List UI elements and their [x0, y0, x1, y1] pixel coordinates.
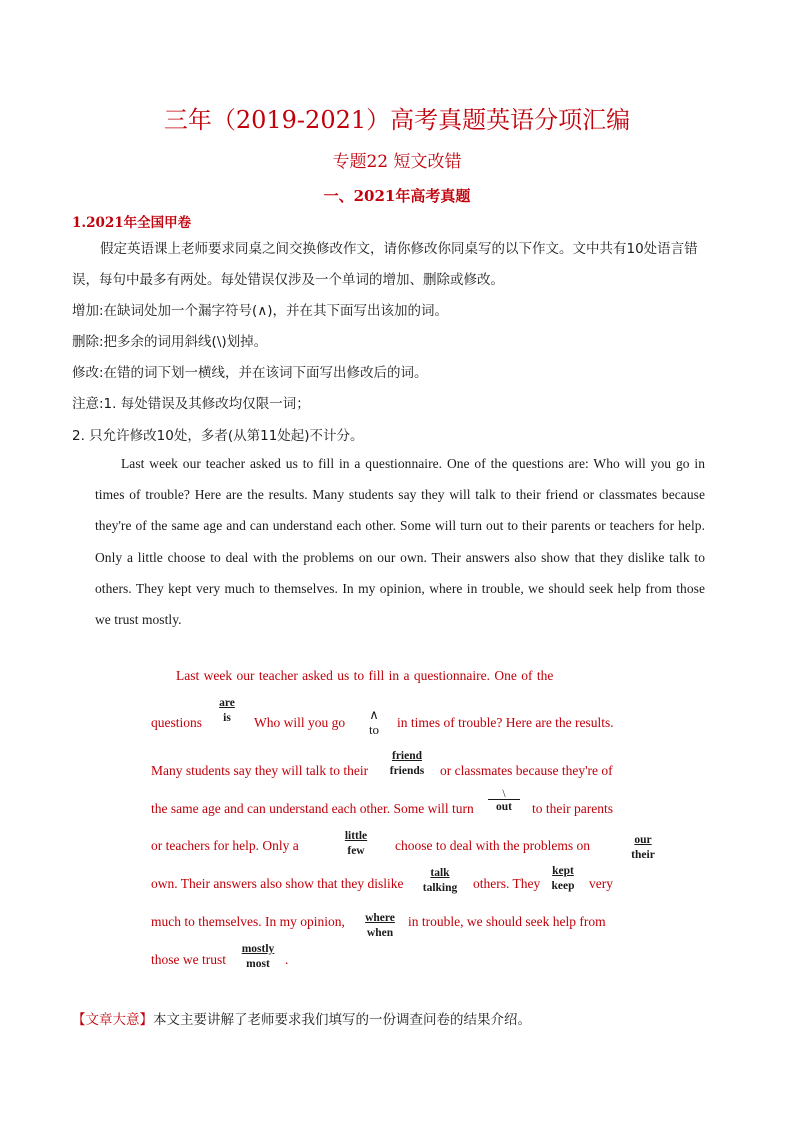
correction-5: little few: [344, 830, 368, 857]
answer-line-7b: in trouble, we should seek help from: [408, 914, 606, 929]
answer-line-8a: those we trust: [151, 952, 226, 967]
section-heading: 一、2021年高考真题: [323, 187, 471, 205]
answer-line-1: Last week our teacher asked us to fill in a questionnaire. One of the: [176, 668, 554, 683]
instruction-note-1: 注意:1. 每处错误及其修改均仅限一词；: [72, 396, 310, 412]
instruction-add: 增加:在缺词处加一个漏字符号(∧)，并在其下面写出该加的词。: [72, 303, 448, 319]
answer-line-2b: Who will you go: [254, 715, 346, 730]
essay-text: Last week our teacher asked us to fill in a questionnaire. One of the questions are: Who will you go in times of trouble? Here are the results. Many students say they will talk to their friend or classmates because they're of the same age and can understand each other. Some will turn out to their parents or teachers for help. Only a little choose to deal with the problems on our own. Their answers also show that they dislike talk to others. They kept very much to themselves. In my opinion, where in trouble, we should seek help from those we trust mostly.: [95, 456, 705, 628]
article-summary: 【文章大意】本文主要讲解了老师要求我们填写的一份调查问卷的结果介绍。: [72, 1012, 531, 1028]
correction-3: friend friends: [389, 750, 425, 777]
page-title: 三年（2019-2021）高考真题英语分项汇编: [163, 106, 631, 134]
answer-line-8b: .: [285, 952, 289, 967]
correction-9: where when: [365, 912, 395, 939]
answer-line-6c: very: [589, 876, 613, 891]
answer-line-3a: Many students say they will talk to their: [151, 763, 369, 778]
correction-7: talk talking: [422, 867, 458, 894]
instruction-modify: 修改:在错的词下划一横线，并在该词下面写出修改后的词。: [72, 365, 428, 381]
answer-line-5b: choose to deal with the problems on: [395, 838, 590, 853]
correction-10: mostly most: [241, 943, 275, 970]
instruction-line-1: 假定英语课上老师要求同桌之间交换修改作文，请你修改你同桌写的以下作文。文中共有10处语言错: [100, 241, 698, 257]
answer-line-2a: questions: [151, 715, 203, 730]
answer-line-4b: to their parents: [532, 801, 613, 816]
correction-8: kept keep: [551, 865, 575, 892]
correction-4: \ out: [488, 787, 520, 815]
question-label: 1.2021年全国甲卷: [72, 215, 192, 231]
answer-line-4a: the same age and can understand each other. Some will turn: [151, 801, 474, 816]
answer-line-6b: others. They: [473, 876, 541, 891]
instruction-note-2: 2. 只允许修改10处，多者(从第11处起)不计分。: [72, 428, 364, 444]
topic-subtitle: 专题22 短文改错: [332, 152, 462, 172]
instruction-line-2: 误，每句中最多有两处。每处错误仅涉及一个单词的增加、删除或修改。: [72, 272, 504, 288]
answer-line-7a: much to themselves. In my opinion,: [151, 914, 345, 929]
correction-2: ∧ to: [368, 707, 380, 737]
instruction-delete: 删除:把多余的词用斜线(\)划掉。: [72, 334, 268, 350]
answer-line-2c: in times of trouble? Here are the results.: [397, 715, 614, 730]
essay-passage: [95, 448, 705, 635]
answer-line-5a: or teachers for help. Only a: [151, 838, 299, 853]
correction-1: are is: [219, 697, 235, 724]
answer-line-6a: own. Their answers also show that they dislike: [151, 876, 404, 891]
answer-line-3b: or classmates because they're of: [440, 763, 613, 778]
correction-6: our their: [631, 834, 655, 861]
